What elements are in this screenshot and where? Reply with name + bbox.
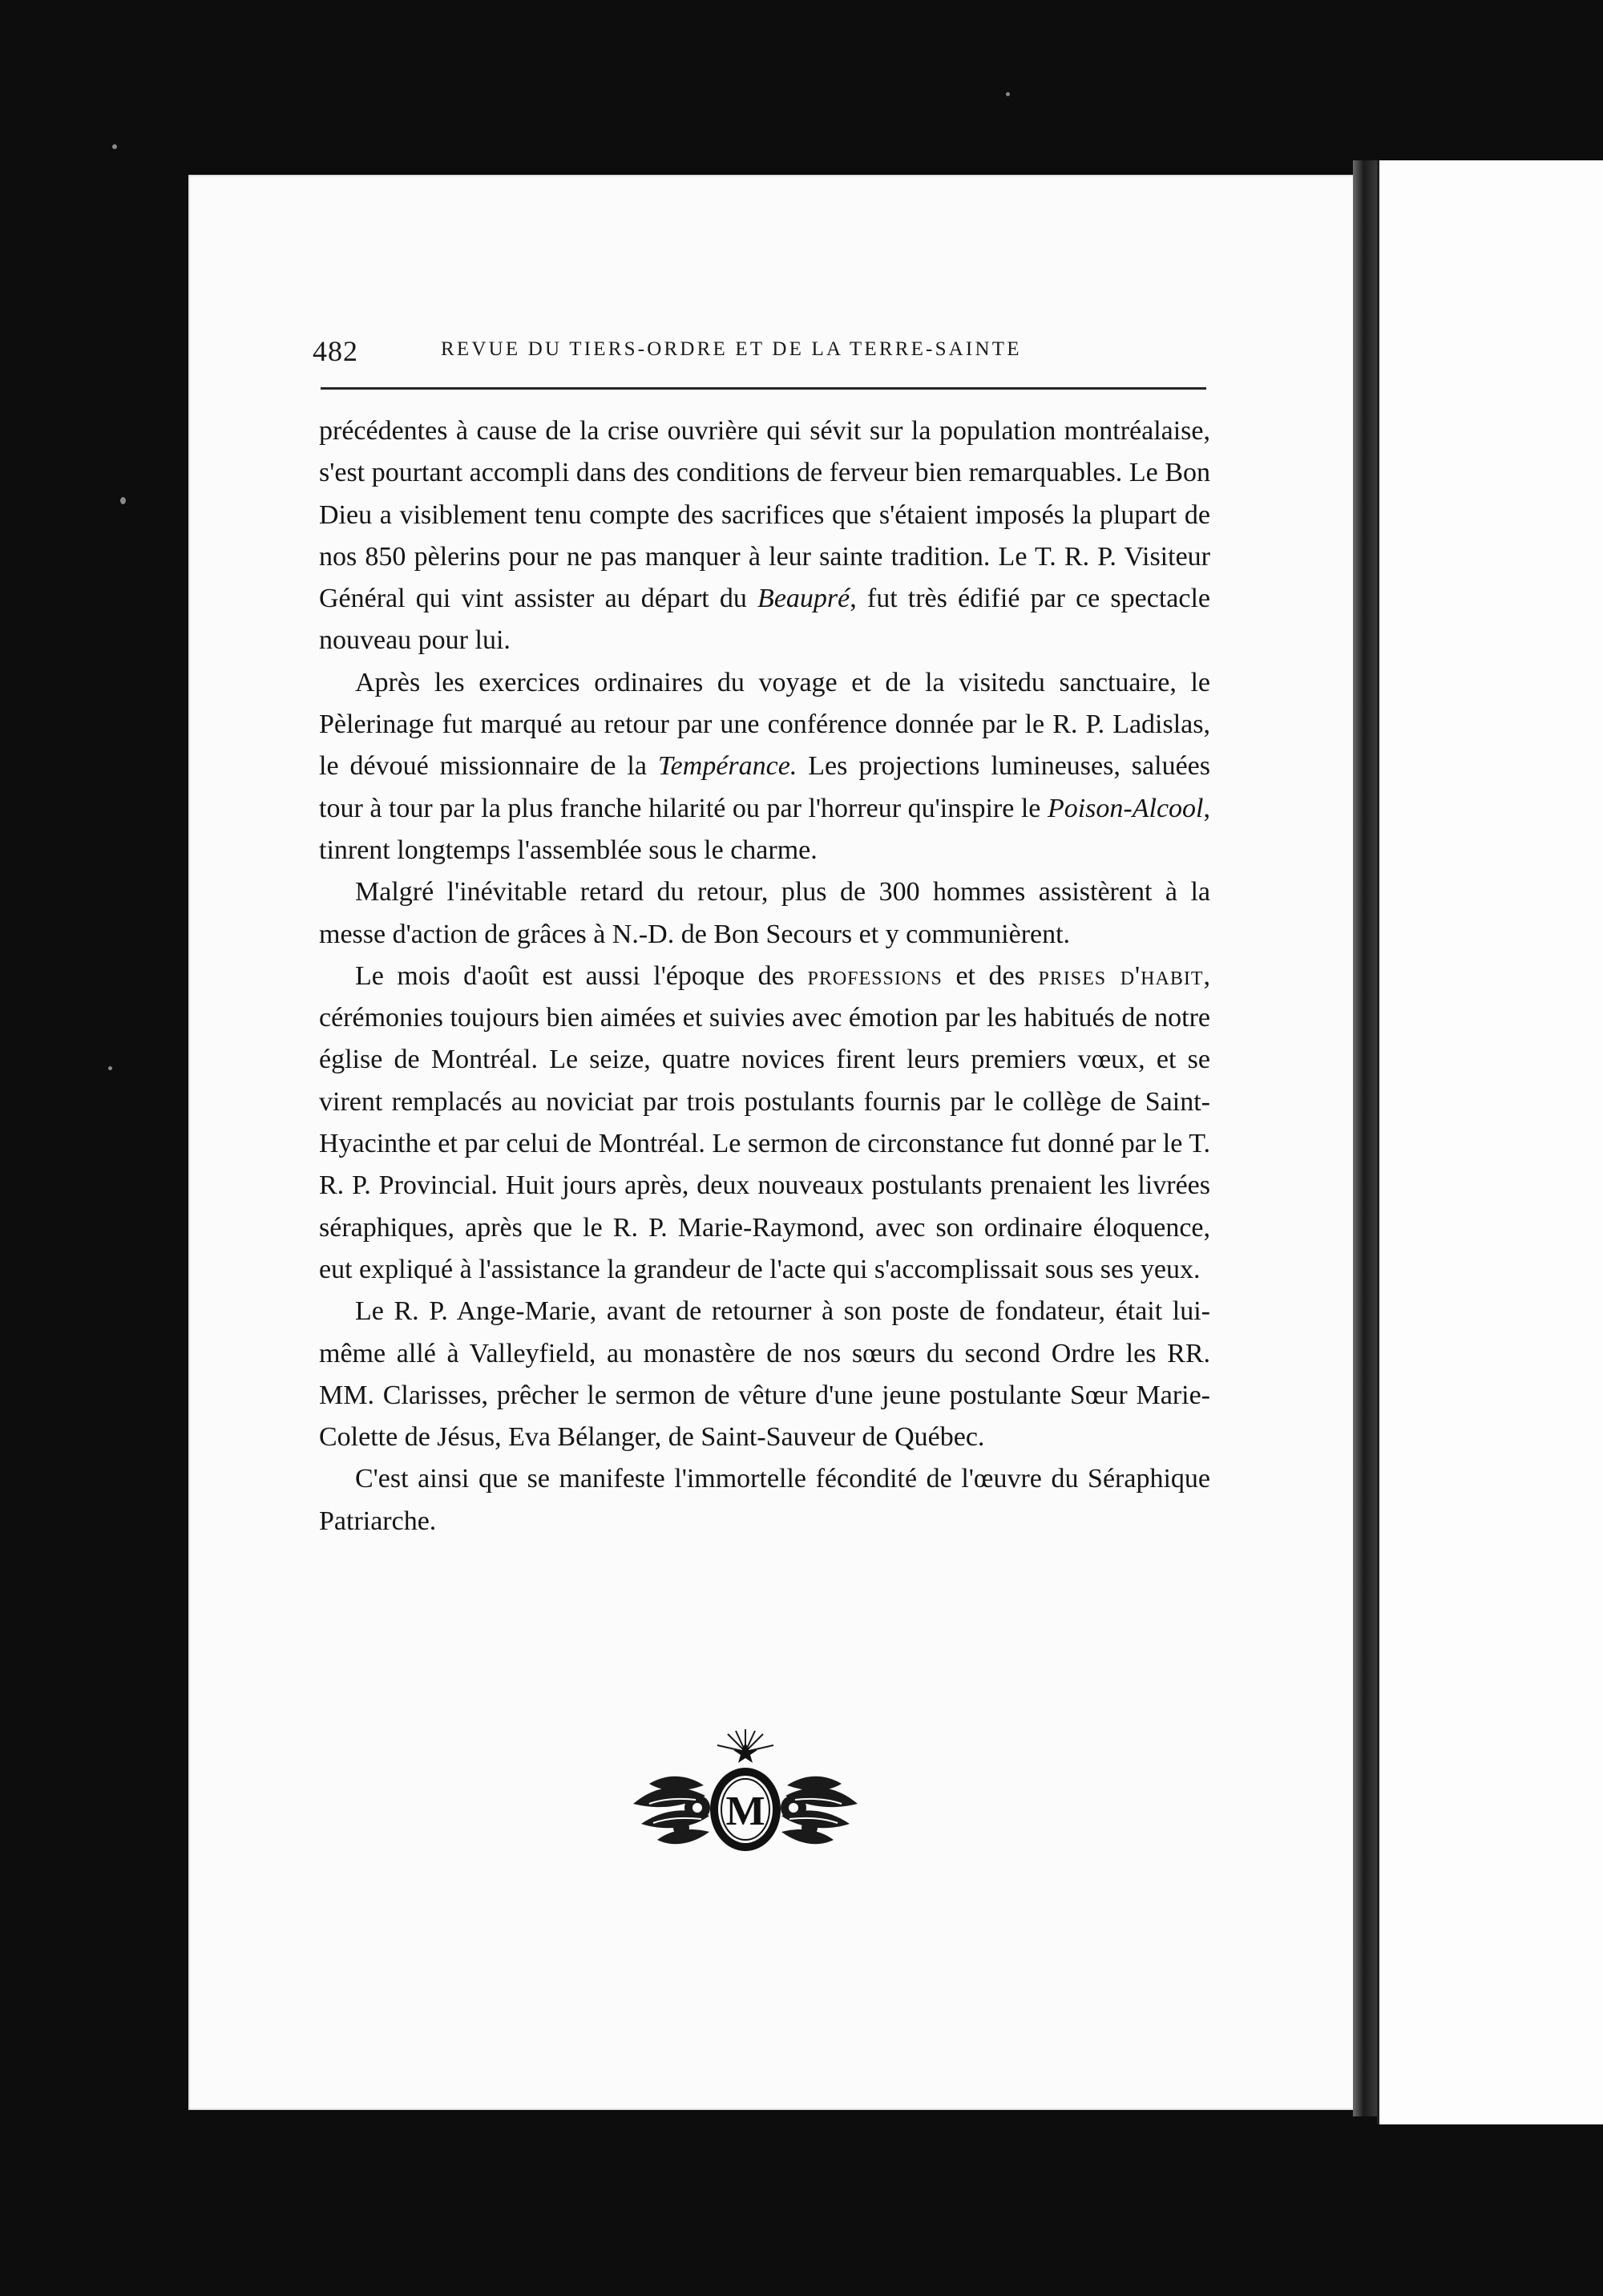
paragraph: Le R. P. Ange-Marie, avant de retourner à son poste de fondateur, était lui-même allé à Valleyfield, au monastère de nos sœurs du second Ordre les RR. MM. Clarisses, prêcher le sermon de vêture d'une jeune postulante Sœur Marie-Colette de Jésus, Eva Bélanger, de Saint-Sauveur de Québec. bbox=[319, 1296, 1210, 1453]
small-caps-term: prises d'habit bbox=[1038, 960, 1204, 991]
page-number: 482 bbox=[313, 335, 358, 367]
dust-speck bbox=[1006, 92, 1010, 96]
dust-speck bbox=[112, 144, 117, 149]
emphasis: Tempérance. bbox=[657, 751, 797, 782]
running-title: REVUE DU TIERS-ORDRE ET DE LA TERRE-SAINTE bbox=[441, 338, 1022, 360]
dust-speck bbox=[120, 497, 126, 504]
facing-page-edge bbox=[1377, 160, 1603, 2124]
emphasis: Poison-Alcool bbox=[1047, 793, 1204, 823]
article-body bbox=[319, 410, 1210, 1542]
dust-speck bbox=[108, 1066, 112, 1070]
small-caps-term: professions bbox=[807, 960, 943, 991]
paragraph: Malgré l'inévitable retard du retour, plus de 300 hommes assistèrent à la messe d'action de grâces à N.-D. de Bon Secours et y communièrent. bbox=[319, 877, 1210, 949]
marian-monogram-icon bbox=[625, 1728, 866, 1868]
paragraph: précédentes à cause de la crise ouvrière qui sévit sur la population montréalaise, s'est pourtant accompli dans des conditions de ferveur bien remarquables. Le Bon Dieu a visiblement tenu compte des sacrifices que s'étaient imposés la plupart de nos 850 pèlerins pour ne pas manquer à leur sainte tradition. Le T. R. P. Visiteur Général qui vint assister au départ du Beaupré, fut très édifié par ce spectacle nouveau pour lui. bbox=[319, 416, 1210, 656]
paragraph: Le mois d'août est aussi l'époque des professions et des prises d'habit, cérémonies toujours bien aimées et suivies avec émotion par les habitués de notre église de Montréal. Le seize, quatre novices firent leurs premiers vœux, et se virent remplacés au noviciat par trois postulants fournis par le collège de Saint-Hyacinthe et par celui de Montréal. Le sermon de circonstance fut donné par le T. R. P. Provincial. Huit jours après, deux nouveaux postulants prenaient les livrées séraphiques, après que le R. P. Marie-Raymond, avec son ordinaire éloquence, eut expliqué à l'assistance la grandeur de l'acte qui s'accomplissait sous ses yeux. bbox=[319, 960, 1210, 1284]
book-spine bbox=[1353, 160, 1377, 2116]
paragraph: Après les exercices ordinaires du voyage et de la visitedu sanctuaire, le Pèlerinage fut marqué au retour par une conférence donnée par le R. P. Ladislas, le dévoué missionnaire de la Tempérance. Les projections lumineuses, saluées tour à tour par la plus franche hilarité ou par l'horreur qu'inspire le Poison-Alcool, tinrent longtemps l'assemblée sous le charme. bbox=[319, 667, 1210, 865]
ship-name: Beaupré bbox=[757, 584, 850, 614]
header-rule bbox=[321, 387, 1206, 390]
page-header bbox=[313, 334, 1210, 366]
ornament-monogram: M bbox=[725, 1789, 765, 1834]
paragraph: C'est ainsi que se manifeste l'immortelle fécondité de l'œuvre du Séraphique Patriarche. bbox=[319, 1464, 1210, 1536]
